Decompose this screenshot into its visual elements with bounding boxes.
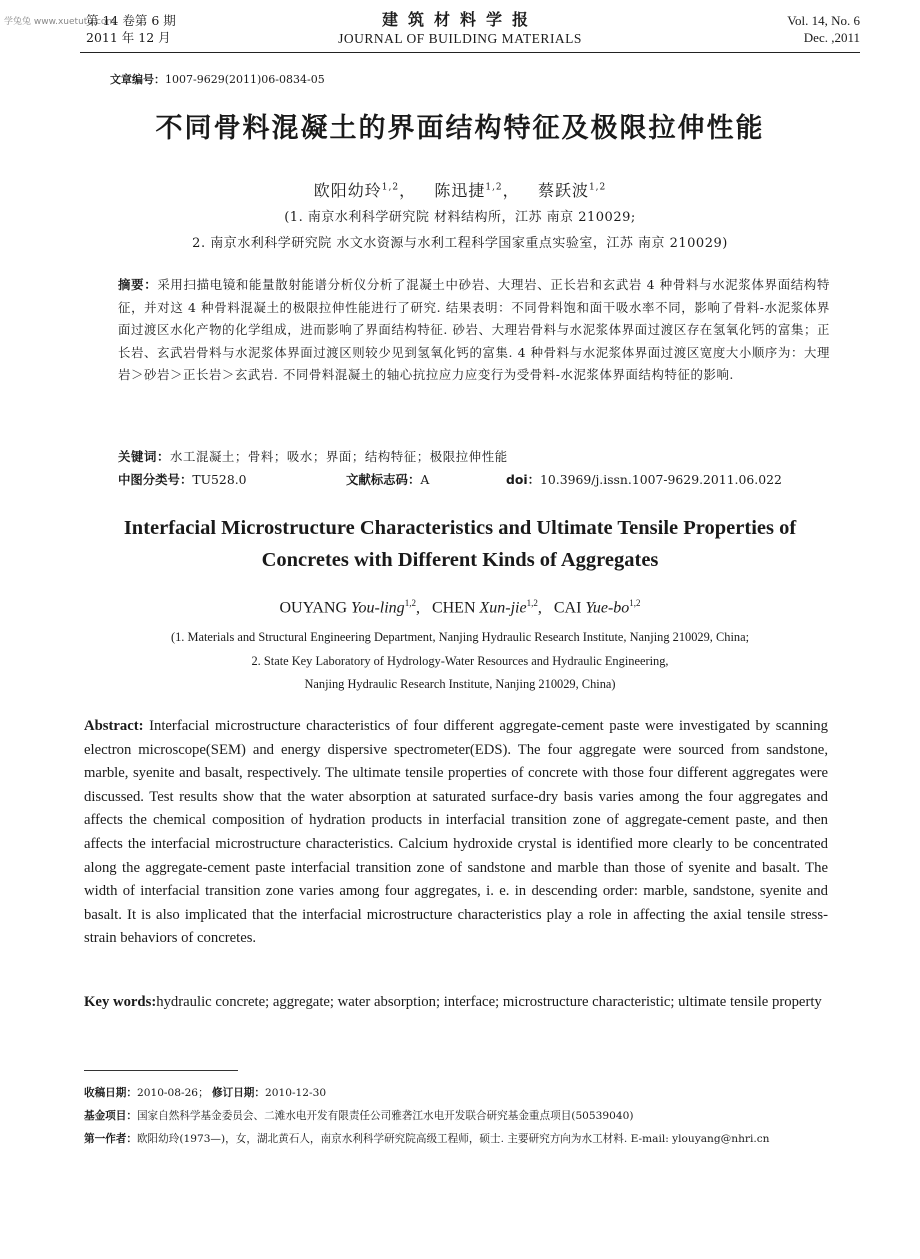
doi-label: doi： bbox=[506, 472, 541, 487]
fund-label: 基金项目： bbox=[84, 1110, 137, 1122]
abstract-cn bbox=[118, 274, 830, 387]
author-sup: 1,2 bbox=[526, 598, 538, 608]
first-author-text: 欧阳幼玲(1973—)，女，湖北黄石人，南京水利科学研究院高级工程师，硕士. 主要研究方向为水工材料. E-mail: ylouyang@nhri.cn bbox=[136, 1133, 770, 1145]
author-sup: 1,2 bbox=[588, 182, 607, 193]
volume-en: Vol. 14, No. 6 bbox=[787, 13, 860, 28]
authors-en: OUYANG You-ling$^{1,2}$, CHEN Xun-jie$^{1,2}$, CAI Yue-bo$^{1,2}$ bbox=[279, 598, 641, 617]
doi bbox=[506, 470, 782, 488]
abstract-en bbox=[84, 715, 828, 951]
footnote-first-author bbox=[84, 1131, 860, 1147]
footnote-fund bbox=[84, 1108, 860, 1124]
author-cn: 陈迅捷 bbox=[434, 181, 486, 200]
clc-label: 中图分类号： bbox=[118, 472, 193, 487]
title-en-line: Concretes with Different Kinds of Aggregates bbox=[261, 549, 659, 571]
affiliation-en: Nanjing Hydraulic Research Institute, Nanjing 210029, China) bbox=[304, 677, 616, 691]
keywords-en bbox=[84, 991, 828, 1015]
doc-code-value: A bbox=[420, 472, 430, 487]
authors-cn: 欧阳幼玲$^{1,2}$， 陈迅捷$^{1,2}$， 蔡跃波$^{1,2}$ bbox=[313, 181, 607, 200]
first-author-label: 第一作者： bbox=[84, 1133, 137, 1145]
author-sup: 1,2 bbox=[485, 182, 503, 193]
affiliation-en: 2. State Key Laboratory of Hydrology-Water Resources and Hydraulic Engineering, bbox=[251, 654, 669, 668]
author-en-surname: CHEN bbox=[431, 599, 476, 617]
abstract-cn-label: 摘要： bbox=[118, 277, 158, 292]
author-en-given: You-ling bbox=[351, 599, 405, 617]
author-en-given: Xun-jie bbox=[479, 599, 527, 617]
author-en-surname: OUYANG bbox=[279, 599, 348, 617]
keywords-cn-label: 关键词： bbox=[118, 449, 170, 464]
fund-text: 国家自然科学基金委员会、二滩水电开发有限责任公司雅砻江水电开发联合研究基金重点项目(50539040) bbox=[136, 1110, 634, 1122]
author-en-surname: CAI bbox=[553, 599, 582, 617]
keywords-en-label: Key words: bbox=[84, 994, 157, 1010]
keywords-cn-text: 水工混凝土；骨料；吸水；界面；结构特征；极限拉伸性能 bbox=[169, 449, 508, 464]
received-label: 收稿日期： bbox=[84, 1087, 137, 1099]
footnote-divider bbox=[84, 1070, 238, 1071]
affiliation-cn: 2. 南京水利科学研究院 水文水资源与水利工程科学国家重点实验室，江苏 南京 210029) bbox=[192, 236, 728, 251]
header-journal bbox=[300, 10, 620, 48]
abstract-cn-text: 采用扫描电镜和能量散射能谱分析仪分析了混凝土中砂岩、大理岩、正长岩和玄武岩 4 种骨料与水泥浆体界面结构特征，并对这 4 种骨料混凝土的极限拉伸性能进行了研究. 结果表明：不同骨料饱和面干吸水率不同，影响了骨料-水泥浆体界面过渡区水化产物的化学组成，进而影响了界面结构特征. 砂岩、大理岩骨料与水泥浆体界面过渡区存在氢氧化钙的富集；正长岩、玄武岩骨料与水泥浆体界面过渡区则较少见到氢氧化钙的富集. 4 种骨料与水泥浆体界面过渡区宽度大小顺序为：大理岩＞砂岩＞正长岩＞玄武岩. 不同骨料混凝土的轴心抗拉应力应变行为受骨料-水泥浆体界面结构特征的影响. bbox=[118, 277, 830, 382]
author-cn: 欧阳幼玲 bbox=[313, 181, 382, 200]
author-sup: 1,2 bbox=[629, 598, 641, 608]
article-number-value: 1007-9629(2011)06-0834-05 bbox=[165, 73, 325, 86]
doc-code-label: 文献标志码： bbox=[346, 472, 421, 487]
date-cn: 2011 年 12 月 bbox=[86, 30, 171, 45]
revised-date: 2010-12-30 bbox=[265, 1087, 327, 1099]
doi-value: 10.3969/j.issn.1007-9629.2011.06.022 bbox=[540, 472, 782, 487]
keywords-en-text: hydraulic concrete; aggregate; water absorption; interface; microstructure characteristic; ultimate tensile property bbox=[156, 994, 822, 1010]
title-en-line: Interfacial Microstructure Characteristics and Ultimate Tensile Properties of bbox=[123, 517, 797, 539]
date-en: Dec. ,2011 bbox=[803, 30, 860, 45]
article-number-label: 文章编号： bbox=[110, 73, 165, 86]
author-cn: 蔡跃波 bbox=[537, 181, 589, 200]
abstract-en-label: Abstract: bbox=[84, 718, 144, 734]
author-sup: 1,2 bbox=[381, 182, 400, 193]
footnote-dates: 收稿日期：2010-08-26； 修订日期：2010-12-30 bbox=[84, 1087, 327, 1099]
journal-title-cn: 建筑材料学报 bbox=[381, 10, 538, 29]
affiliation-cn: (1. 南京水利科学研究院 材料结构所，江苏 南京 210029; bbox=[284, 210, 636, 225]
affiliation-en: (1. Materials and Structural Engineering Department, Nanjing Hydraulic Research Institute, Nanjing 210029, China; bbox=[170, 630, 750, 644]
clc-code bbox=[118, 470, 247, 488]
header-volume-info bbox=[787, 12, 860, 46]
journal-title-en: JOURNAL OF BUILDING MATERIALS bbox=[338, 31, 582, 46]
author-sup: 1,2 bbox=[404, 598, 416, 608]
header-issue-info bbox=[86, 12, 176, 46]
paper-title-cn: 不同骨料混凝土的界面结构特征及极限拉伸性能 bbox=[155, 113, 765, 144]
paper-title-en bbox=[80, 512, 840, 576]
issue-cn: 第 14 卷第 6 期 bbox=[86, 13, 176, 28]
keywords-cn bbox=[118, 447, 830, 465]
revised-label: 修订日期： bbox=[212, 1087, 265, 1099]
site-watermark: 学兔兔 www.xuetutu.com bbox=[4, 17, 116, 27]
abstract-en-text: Interfacial microstructure characteristics of four different aggregate-cement paste were investigated by scanning electron microscope(SEM) and energy dispersive spectrometer(EDS). The four aggregate were sourced from sandstone, marble, syenite and basalt, respectively. The ultimate tensile properties of concrete with those four different aggregates were discussed. Test results show that the water absorption at saturated surface-dry basis varies among the four aggregates and affects the chemical composition of hydration products in interfacial transition zone of aggregate-cement paste, and then affects the interfacial microstructure characteristics. Calcium hydroxide crystal is identified more clearly to be concentrated along the aggregate-cement paste interfacial transition zone of sandstone and marble than those of syenite and basalt. The width of interfacial transition zone varies among four aggregates, i. e. in descending order: marble, sandstone, syenite and basalt. It is also implicated that the interfacial microstructure characteristics play a role in affecting the axial tensile stress-strain behaviors of concretes. bbox=[84, 718, 828, 947]
header-divider bbox=[80, 52, 860, 53]
clc-value: TU528.0 bbox=[192, 472, 247, 487]
received-date: 2010-08-26 bbox=[136, 1087, 199, 1099]
article-number bbox=[110, 71, 325, 87]
document-code bbox=[346, 470, 429, 488]
author-en-given: Yue-bo bbox=[585, 599, 630, 617]
